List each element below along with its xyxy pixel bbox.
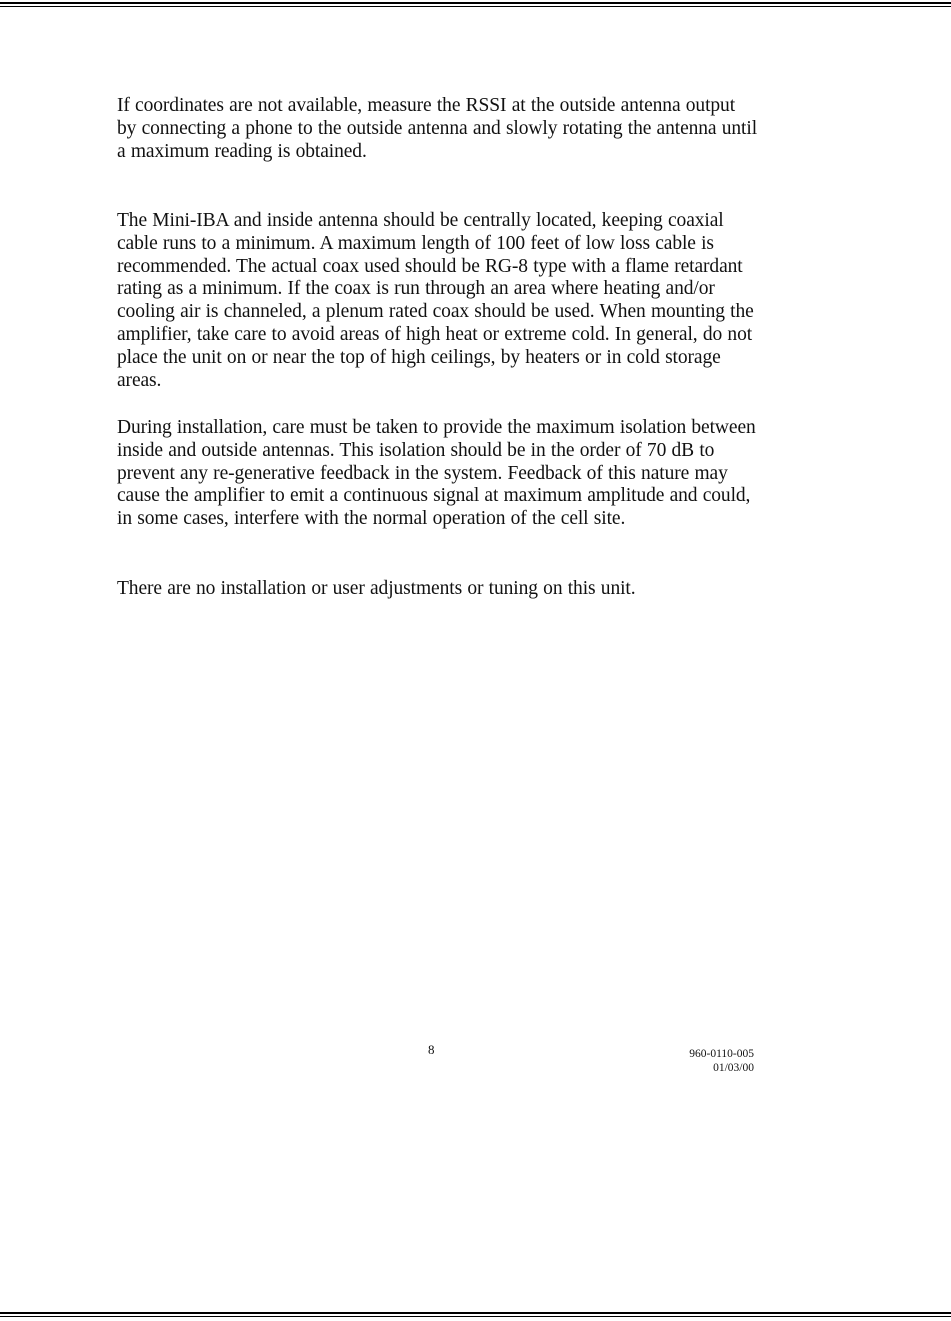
document-date: 01/03/00: [713, 1062, 754, 1074]
paragraph-antenna-location: The Mini-IBA and inside antenna should be centrally located, keeping coaxial cable runs to a minimum. A maximum length of 100 feet of low loss cable is recommended. The actual coax used should be RG-8 type with a flame retardant rating as a minimum. If the coax is run through an area where heating and/or cooling air is channeled, a plenum rated coax should be used. When mounting the amplifier, take care to avoid areas of high heat or extreme cold. In general, do not place the unit on or near the top of high ceilings, by heaters or in cold storage areas.: [117, 210, 754, 391]
paragraph-rssi-measurement: If coordinates are not available, measure the RSSI at the outside antenna output by connecting a phone to the outside antenna and slowly rotating the antenna until a maximum reading is obtained.: [117, 95, 758, 162]
paragraph-no-adjustments: There are no installation or user adjustments or tuning on this unit.: [117, 578, 636, 599]
bottom-rule: [0, 1312, 951, 1317]
top-rule: [0, 2, 951, 7]
page-number: 8: [428, 1042, 435, 1057]
paragraph-isolation: During installation, care must be taken to provide the maximum isolation between inside and outside antennas. This isolation should be in the order of 70 dB to prevent any re-generative feedback in the system. Feedback of this nature may cause the amplifier to emit a continuous signal at maximum amplitude and could, in some cases, interfere with the normal operation of the cell site.: [117, 417, 756, 530]
document-info: [640, 1047, 754, 1075]
document-number: 960-0110-005: [689, 1048, 754, 1060]
